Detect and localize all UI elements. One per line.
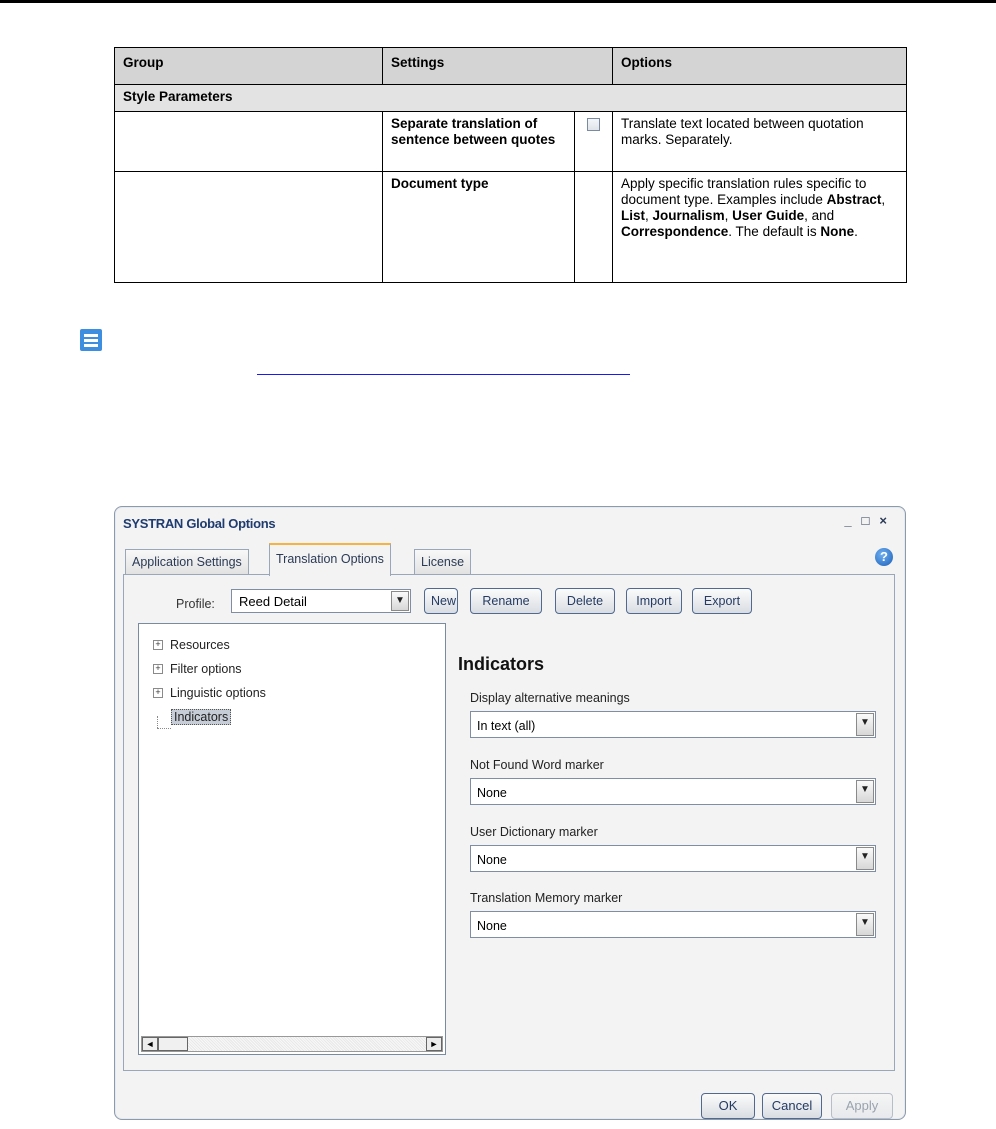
tree-item-linguistic-options[interactable]: + Linguistic options: [153, 684, 266, 702]
profile-value: Reed Detail: [239, 594, 307, 609]
header-settings: Settings: [383, 48, 613, 85]
chevron-down-icon[interactable]: ▼: [856, 780, 874, 803]
settings-table: [114, 47, 907, 283]
scroll-right-icon[interactable]: ►: [426, 1037, 442, 1051]
dialog-title: SYSTRAN Global Options: [123, 516, 276, 531]
option-document-type: Apply specific translation rules specific to document type. Examples include Abstract, List, Journalism, User Guide, and Correspondence. The default is None.: [613, 172, 907, 283]
import-button[interactable]: Import: [626, 588, 682, 614]
apply-button[interactable]: Apply: [831, 1093, 893, 1119]
setting-document-type: Document type: [383, 172, 575, 283]
not-found-word-marker-select[interactable]: None ▼: [470, 778, 876, 805]
header-group: Group: [115, 48, 383, 85]
display-alternative-meanings-label: Display alternative meanings: [470, 691, 630, 705]
top-rule: [0, 0, 996, 3]
expand-icon[interactable]: +: [153, 664, 163, 674]
window-controls: [834, 513, 887, 528]
setting-separate-translation: Separate translation of sentence between quotes: [383, 112, 575, 172]
tree-item-resources[interactable]: + Resources: [153, 636, 230, 654]
scroll-left-icon[interactable]: ◄: [142, 1037, 158, 1051]
table-cell-group: [115, 172, 383, 283]
chevron-down-icon[interactable]: ▼: [856, 847, 874, 870]
tab-application-settings[interactable]: Application Settings: [125, 549, 249, 574]
horizontal-scrollbar[interactable]: [141, 1036, 443, 1052]
tree-connector: [157, 728, 171, 730]
display-alternative-meanings-select[interactable]: In text (all) ▼: [470, 711, 876, 738]
indicators-title: Indicators: [458, 654, 545, 674]
header-options: Options: [613, 48, 907, 85]
checkbox-cell: [575, 112, 613, 172]
maximize-icon[interactable]: □: [861, 513, 870, 528]
tab-translation-options[interactable]: Translation Options: [269, 543, 391, 576]
profile-select[interactable]: [231, 589, 411, 613]
tree-connector: [157, 716, 158, 728]
cancel-button[interactable]: Cancel: [762, 1093, 822, 1119]
ok-button[interactable]: OK: [701, 1093, 755, 1119]
translation-options-panel: [123, 574, 895, 1071]
close-icon[interactable]: ×: [879, 513, 887, 528]
tree-item-indicators[interactable]: Indicators: [171, 708, 231, 726]
chevron-down-icon[interactable]: ▼: [391, 591, 409, 611]
not-found-word-marker-label: Not Found Word marker: [470, 758, 604, 772]
translation-memory-marker-select[interactable]: None ▼: [470, 911, 876, 938]
delete-button[interactable]: Delete: [555, 588, 615, 614]
minimize-icon[interactable]: _: [844, 513, 852, 528]
tree-item-filter-options[interactable]: + Filter options: [153, 660, 242, 678]
doc-link[interactable]: [257, 360, 630, 375]
scroll-thumb[interactable]: [158, 1037, 188, 1051]
new-button[interactable]: New: [424, 588, 458, 614]
user-dictionary-marker-select[interactable]: None ▼: [470, 845, 876, 872]
rename-button[interactable]: Rename: [470, 588, 542, 614]
global-options-dialog: [114, 506, 906, 1120]
group-style-parameters: Style Parameters: [115, 85, 907, 112]
tab-license[interactable]: License: [414, 549, 471, 574]
expand-icon[interactable]: +: [153, 688, 163, 698]
option-separate-translation: Translate text located between quotation marks. Separately.: [613, 112, 907, 172]
note-icon: [80, 329, 102, 351]
table-cell-group: [115, 112, 383, 172]
empty-checkbox-cell: [575, 172, 613, 283]
chevron-down-icon[interactable]: ▼: [856, 913, 874, 936]
expand-icon[interactable]: +: [153, 640, 163, 650]
translation-memory-marker-label: Translation Memory marker: [470, 891, 623, 905]
profile-label: Profile:: [176, 597, 215, 611]
help-icon[interactable]: ?: [875, 548, 893, 566]
user-dictionary-marker-label: User Dictionary marker: [470, 825, 598, 839]
chevron-down-icon[interactable]: ▼: [856, 713, 874, 736]
options-tree: [138, 623, 446, 1055]
export-button[interactable]: Export: [692, 588, 752, 614]
checkbox-icon: [587, 118, 600, 131]
